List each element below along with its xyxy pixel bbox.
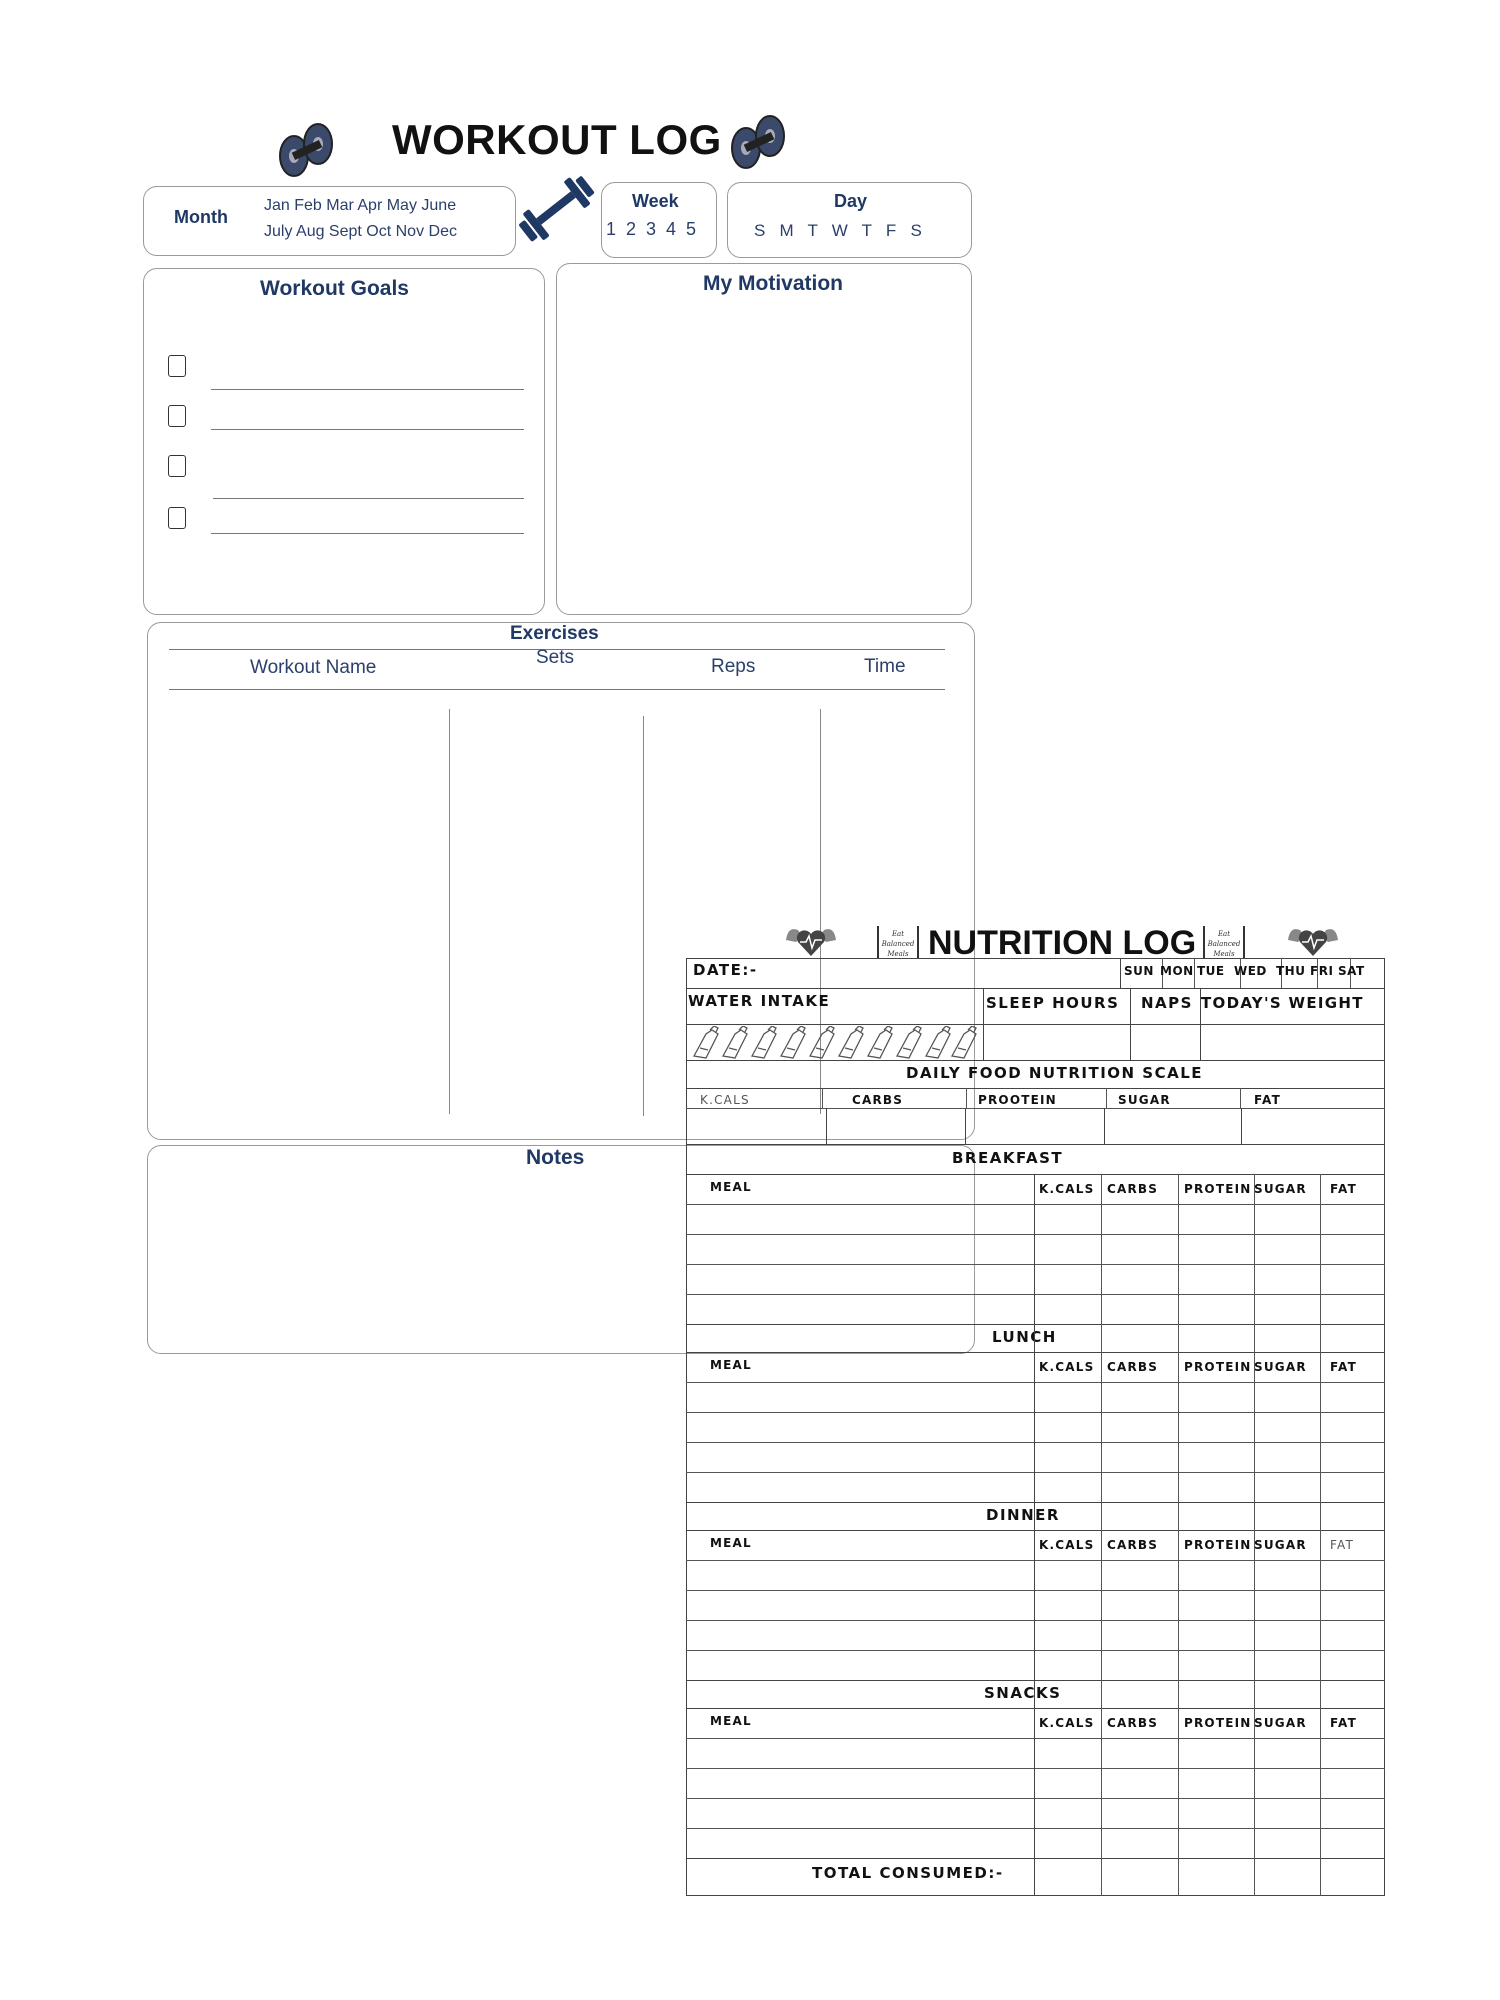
day-mon[interactable]: MON [1160,964,1194,978]
lunch-col-carbs: CARBS [1107,1360,1159,1374]
scale-divider-4 [1240,1088,1241,1108]
scale-col-kcals: K.CALS [700,1093,750,1107]
nutrition-title: NUTRITION LOG [928,924,1197,962]
exercises-title: Exercises [510,623,599,644]
day-tue[interactable]: TUE [1197,964,1225,978]
day-sat[interactable]: SAT [1338,964,1365,978]
day-thu[interactable]: THU [1276,964,1306,978]
meal-divider-sugar [1320,1174,1321,1896]
flexing-heart-icon-left [782,920,840,960]
snacks-line-bottom [686,1858,1385,1859]
scale-sub-line [686,1108,1385,1109]
months-row2[interactable]: July Aug Sept Oct Nov Dec [264,223,457,240]
balanced-meals-badge-left [874,922,922,960]
scale-col-sugar: SUGAR [1118,1093,1171,1107]
breakfast-row-2 [686,1234,1385,1235]
dinner-row-4 [686,1650,1385,1651]
svg-text:Meals: Meals [1213,950,1235,958]
scale-col-fat: FAT [1254,1093,1281,1107]
scale-title: DAILY FOOD NUTRITION SCALE [906,1064,1204,1082]
scale-col-carbs: CARBS [852,1093,904,1107]
section-dinner: DINNER [986,1506,1060,1524]
date-days-divider [1120,958,1121,988]
meal-divider-kcals [1101,1174,1102,1896]
section-lunch: LUNCH [992,1328,1057,1346]
dinner-row-3 [686,1620,1385,1621]
col-time: Time [864,656,906,677]
breakfast-row-3 [686,1264,1385,1265]
day-divider-2 [1194,958,1195,988]
dinner-col-fat: FAT [1330,1538,1355,1552]
day-letters[interactable]: S M T W T F S [754,221,922,240]
scale-value-divider-1[interactable] [826,1108,827,1144]
lunch-row-3 [686,1442,1385,1443]
breakfast-col-meal: MEAL [710,1180,752,1194]
breakfast-line-bottom [686,1324,1385,1325]
snacks-line-top [686,1708,1385,1709]
meal-divider-protein [1254,1174,1255,1896]
dinner-col-carbs: CARBS [1107,1538,1159,1552]
lunch-col-kcals: K.CALS [1039,1360,1095,1374]
scale-divider-2 [966,1088,967,1108]
col-reps: Reps [711,656,756,677]
row-line-2 [686,1024,1385,1025]
dinner-row-1 [686,1560,1385,1561]
dinner-col-meal: MEAL [710,1536,752,1550]
scale-value-divider-4[interactable] [1241,1108,1242,1144]
dinner-line-top [686,1530,1385,1531]
scale-divider-3 [1106,1088,1107,1108]
total-consumed-label: TOTAL CONSUMED:- [812,1864,1004,1882]
lunch-col-sugar: SUGAR [1254,1360,1307,1374]
months-row1[interactable]: Jan Feb Mar Apr May June [264,197,457,214]
date-label[interactable]: DATE:- [693,961,758,979]
snacks-row-3 [686,1798,1385,1799]
goals-title: Workout Goals [260,277,409,300]
svg-text:Balanced: Balanced [881,940,915,948]
breakfast-col-fat: FAT [1330,1182,1357,1196]
motivation-title: My Motivation [703,272,843,295]
day-label: Day [834,191,868,211]
row-line-4 [686,1088,1385,1089]
svg-text:Eat: Eat [891,930,905,938]
water-intake-label: WATER INTAKE [688,992,831,1010]
lunch-row-2 [686,1412,1385,1413]
naps-label: NAPS [1141,994,1193,1012]
scale-value-divider-3[interactable] [1104,1108,1105,1144]
svg-text:Eat: Eat [1217,930,1231,938]
meal-divider-meal [1034,1174,1035,1896]
breakfast-line-top [686,1174,1385,1175]
lunch-row-1 [686,1382,1385,1383]
meal-divider-carbs [1178,1174,1179,1896]
breakfast-row-1 [686,1204,1385,1205]
day-fri[interactable]: FRI [1310,964,1334,978]
dinner-row-2 [686,1590,1385,1591]
snacks-col-carbs: CARBS [1107,1716,1159,1730]
col-sets: Sets [536,647,575,668]
col-workout-name: Workout Name [250,657,377,678]
dinner-col-sugar: SUGAR [1254,1538,1307,1552]
weight-label: TODAY'S WEIGHT [1201,994,1364,1012]
water-bottle-icons[interactable] [690,1026,980,1060]
lunch-col-fat: FAT [1330,1360,1357,1374]
snacks-col-meal: MEAL [710,1714,752,1728]
dinner-line-bottom [686,1680,1385,1681]
row-line-1 [686,988,1385,989]
scale-col-protein: PROOTEIN [978,1093,1057,1107]
lunch-row-4 [686,1472,1385,1473]
lunch-line-top [686,1352,1385,1353]
snacks-row-2 [686,1768,1385,1769]
row-line-5 [686,1144,1385,1145]
snacks-col-kcals: K.CALS [1039,1716,1095,1730]
dinner-col-protein: PROTEIN [1184,1538,1252,1552]
month-label: Month [174,207,228,227]
scale-divider-1 [822,1088,823,1108]
breakfast-row-4 [686,1294,1385,1295]
notes-title: Notes [526,1146,585,1169]
snacks-row-1 [686,1738,1385,1739]
sleep-hours-label: SLEEP HOURS [986,994,1120,1012]
svg-text:Meals: Meals [887,950,909,958]
snacks-col-sugar: SUGAR [1254,1716,1307,1730]
svg-text:Balanced: Balanced [1207,940,1241,948]
snacks-col-fat: FAT [1330,1716,1357,1730]
dinner-col-kcals: K.CALS [1039,1538,1095,1552]
section-breakfast: BREAKFAST [952,1149,1064,1167]
section-snacks: SNACKS [984,1684,1062,1702]
day-sun[interactable]: SUN [1124,964,1154,978]
lunch-col-protein: PROTEIN [1184,1360,1252,1374]
week-numbers[interactable]: 1 2 3 4 5 [606,219,697,239]
snacks-col-protein: PROTEIN [1184,1716,1252,1730]
flexing-heart-icon-right [1284,920,1342,960]
snacks-row-4 [686,1828,1385,1829]
breakfast-col-protein: PROTEIN [1184,1182,1252,1196]
workout-title: WORKOUT LOG [392,116,722,163]
lunch-col-meal: MEAL [710,1358,752,1372]
breakfast-col-sugar: SUGAR [1254,1182,1307,1196]
breakfast-col-kcals: K.CALS [1039,1182,1095,1196]
breakfast-col-carbs: CARBS [1107,1182,1159,1196]
lunch-line-bottom [686,1502,1385,1503]
week-label: Week [632,191,679,211]
row-line-3 [686,1060,1385,1061]
balanced-meals-badge-right [1200,922,1248,960]
scale-value-divider-2[interactable] [965,1108,966,1144]
day-wed[interactable]: WED [1234,964,1267,978]
